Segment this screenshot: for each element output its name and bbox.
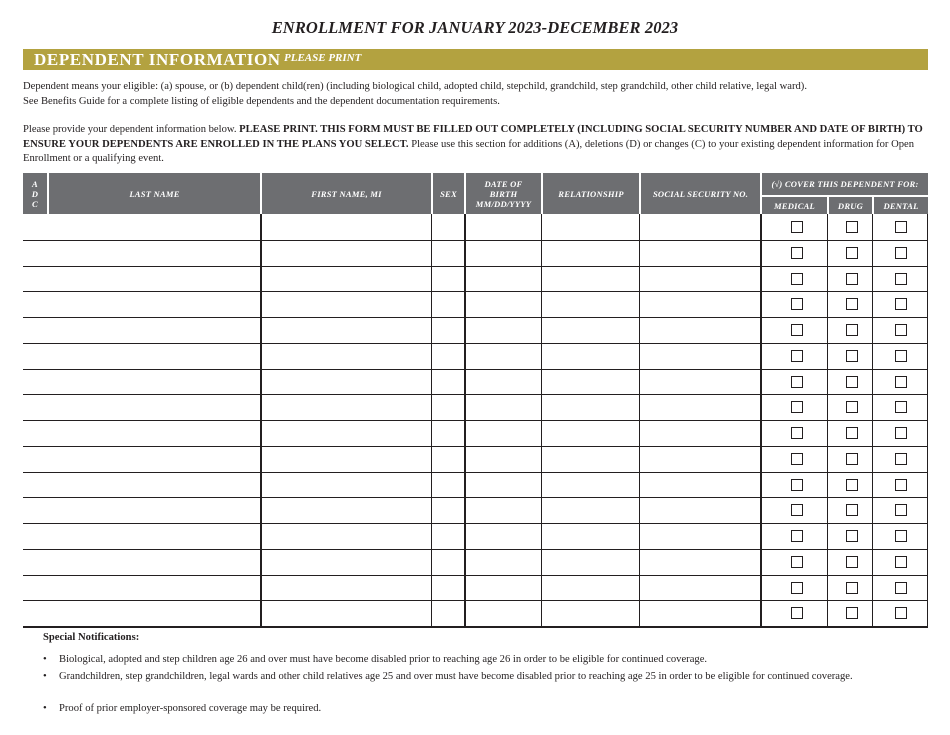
table-row[interactable] xyxy=(23,240,760,266)
table-row[interactable] xyxy=(23,394,760,420)
table-row[interactable] xyxy=(23,523,760,549)
adc-c: C xyxy=(32,198,38,209)
section-heading: DEPENDENT INFORMATION xyxy=(34,50,281,69)
col-header-adc xyxy=(23,173,47,214)
dental-checkbox[interactable] xyxy=(895,376,907,388)
section-subheading: PLEASE PRINT xyxy=(284,52,362,64)
drug-checkbox[interactable] xyxy=(846,530,858,542)
dental-checkbox[interactable] xyxy=(895,401,907,413)
drug-checkbox[interactable] xyxy=(846,479,858,491)
instructions-lead: Please provide your dependent information below. xyxy=(23,124,240,135)
medical-checkbox[interactable] xyxy=(791,607,803,619)
notification-text: Grandchildren, step grandchildren, legal wards and other child relatives age 25 and over must have become disabled prior to reaching age 25 in order to be eligible for continued coverage. xyxy=(59,671,853,682)
row-line xyxy=(23,626,928,628)
col-header-last-name: LAST NAME xyxy=(49,173,260,214)
table-row[interactable] xyxy=(23,214,760,240)
col-header-dob xyxy=(466,173,541,214)
section-band xyxy=(23,49,928,70)
dental-checkbox[interactable] xyxy=(895,221,907,233)
drug-checkbox[interactable] xyxy=(846,298,858,310)
bullet: • xyxy=(43,671,47,682)
table-row[interactable] xyxy=(23,420,760,446)
dental-checkbox[interactable] xyxy=(895,350,907,362)
col-header-dental: DENTAL xyxy=(874,197,928,214)
drug-checkbox[interactable] xyxy=(846,350,858,362)
table-row[interactable] xyxy=(23,317,760,343)
drug-checkbox[interactable] xyxy=(846,504,858,516)
medical-checkbox[interactable] xyxy=(791,582,803,594)
dental-checkbox[interactable] xyxy=(895,582,907,594)
table-row[interactable] xyxy=(23,575,760,601)
drug-checkbox[interactable] xyxy=(846,221,858,233)
dental-checkbox[interactable] xyxy=(895,453,907,465)
col-header-relationship: RELATIONSHIP xyxy=(543,173,639,214)
instructions-tail: Please use this section for additions (A), deletions (D) or changes (C) to your existing dependent information for Open Enrollment or a qualifying event. xyxy=(23,138,915,164)
dob-line-2: BIRTH xyxy=(489,188,518,199)
dental-checkbox[interactable] xyxy=(895,427,907,439)
dob-line-1: DATE OF xyxy=(484,178,523,189)
definition-line-1: Dependent means your eligible: (a) spouse, or (b) dependent child(ren) (including biological child, adopted child, stepchild, grandchild, step grandchild, other child relative, legal ward). xyxy=(23,81,807,92)
dependent-table xyxy=(23,173,928,626)
adc-a: A xyxy=(32,178,38,189)
bullet: • xyxy=(43,654,47,665)
adc-d: D xyxy=(31,188,39,199)
dental-checkbox[interactable] xyxy=(895,556,907,568)
table-row[interactable] xyxy=(23,343,760,369)
drug-checkbox[interactable] xyxy=(846,427,858,439)
drug-checkbox[interactable] xyxy=(846,556,858,568)
table-row[interactable] xyxy=(23,266,760,292)
dob-line-3: MM/DD/YYYY xyxy=(475,198,532,209)
table-row[interactable] xyxy=(23,291,760,317)
medical-checkbox[interactable] xyxy=(791,273,803,285)
drug-checkbox[interactable] xyxy=(846,273,858,285)
medical-checkbox[interactable] xyxy=(791,247,803,259)
table-row[interactable] xyxy=(23,549,760,575)
instructions xyxy=(23,123,928,167)
table-row[interactable] xyxy=(23,472,760,498)
notification-text: Proof of prior employer-sponsored coverage may be required. xyxy=(59,703,322,714)
medical-checkbox[interactable] xyxy=(791,556,803,568)
dental-checkbox[interactable] xyxy=(895,273,907,285)
dental-checkbox[interactable] xyxy=(895,298,907,310)
medical-checkbox[interactable] xyxy=(791,530,803,542)
notifications-heading: Special Notifications: xyxy=(43,632,140,643)
dental-checkbox[interactable] xyxy=(895,607,907,619)
table-row[interactable] xyxy=(23,369,760,395)
table-row[interactable] xyxy=(23,446,760,472)
dental-checkbox[interactable] xyxy=(895,247,907,259)
medical-checkbox[interactable] xyxy=(791,453,803,465)
drug-checkbox[interactable] xyxy=(846,401,858,413)
table-row[interactable] xyxy=(23,600,760,626)
drug-checkbox[interactable] xyxy=(846,324,858,336)
form-title: ENROLLMENT FOR JANUARY 2023-DECEMBER 2023 xyxy=(271,18,679,37)
definition-line-2: See Benefits Guide for a complete listing of eligible dependents and the dependent documentation requirements. xyxy=(23,95,500,107)
instructions-bold: PLEASE PRINT. THIS FORM MUST BE FILLED OUT COMPLETELY (INCLUDING SOCIAL SECURITY NUMBER AND DATE OF BIRTH) TO ENSURE YOUR DEPENDENTS ARE ENROLLED IN THE PLANS YOU SELECT. xyxy=(23,124,923,150)
dental-checkbox[interactable] xyxy=(895,530,907,542)
medical-checkbox[interactable] xyxy=(791,324,803,336)
dental-checkbox[interactable] xyxy=(895,479,907,491)
drug-checkbox[interactable] xyxy=(846,376,858,388)
drug-checkbox[interactable] xyxy=(846,453,858,465)
col-header-drug: DRUG xyxy=(829,197,872,214)
drug-checkbox[interactable] xyxy=(846,607,858,619)
medical-checkbox[interactable] xyxy=(791,376,803,388)
medical-checkbox[interactable] xyxy=(791,504,803,516)
col-header-cover-group: (√) COVER THIS DEPENDENT FOR: xyxy=(762,173,928,195)
table-row[interactable] xyxy=(23,497,760,523)
col-header-medical: MEDICAL xyxy=(762,197,827,214)
medical-checkbox[interactable] xyxy=(791,479,803,491)
col-header-sex: SEX xyxy=(433,173,464,214)
medical-checkbox[interactable] xyxy=(791,221,803,233)
medical-checkbox[interactable] xyxy=(791,427,803,439)
medical-checkbox[interactable] xyxy=(791,350,803,362)
bullet: • xyxy=(43,703,47,714)
col-header-first-name: FIRST NAME, MI xyxy=(262,173,431,214)
medical-checkbox[interactable] xyxy=(791,298,803,310)
drug-checkbox[interactable] xyxy=(846,247,858,259)
notification-text: Biological, adopted and step children age 26 and over must have become disabled prior to reaching age 26 in order to be eligible for continued coverage. xyxy=(59,654,708,665)
dental-checkbox[interactable] xyxy=(895,504,907,516)
medical-checkbox[interactable] xyxy=(791,401,803,413)
drug-checkbox[interactable] xyxy=(846,582,858,594)
col-header-ssn: SOCIAL SECURITY NO. xyxy=(641,173,760,214)
dependent-definition xyxy=(23,80,928,109)
dental-checkbox[interactable] xyxy=(895,324,907,336)
